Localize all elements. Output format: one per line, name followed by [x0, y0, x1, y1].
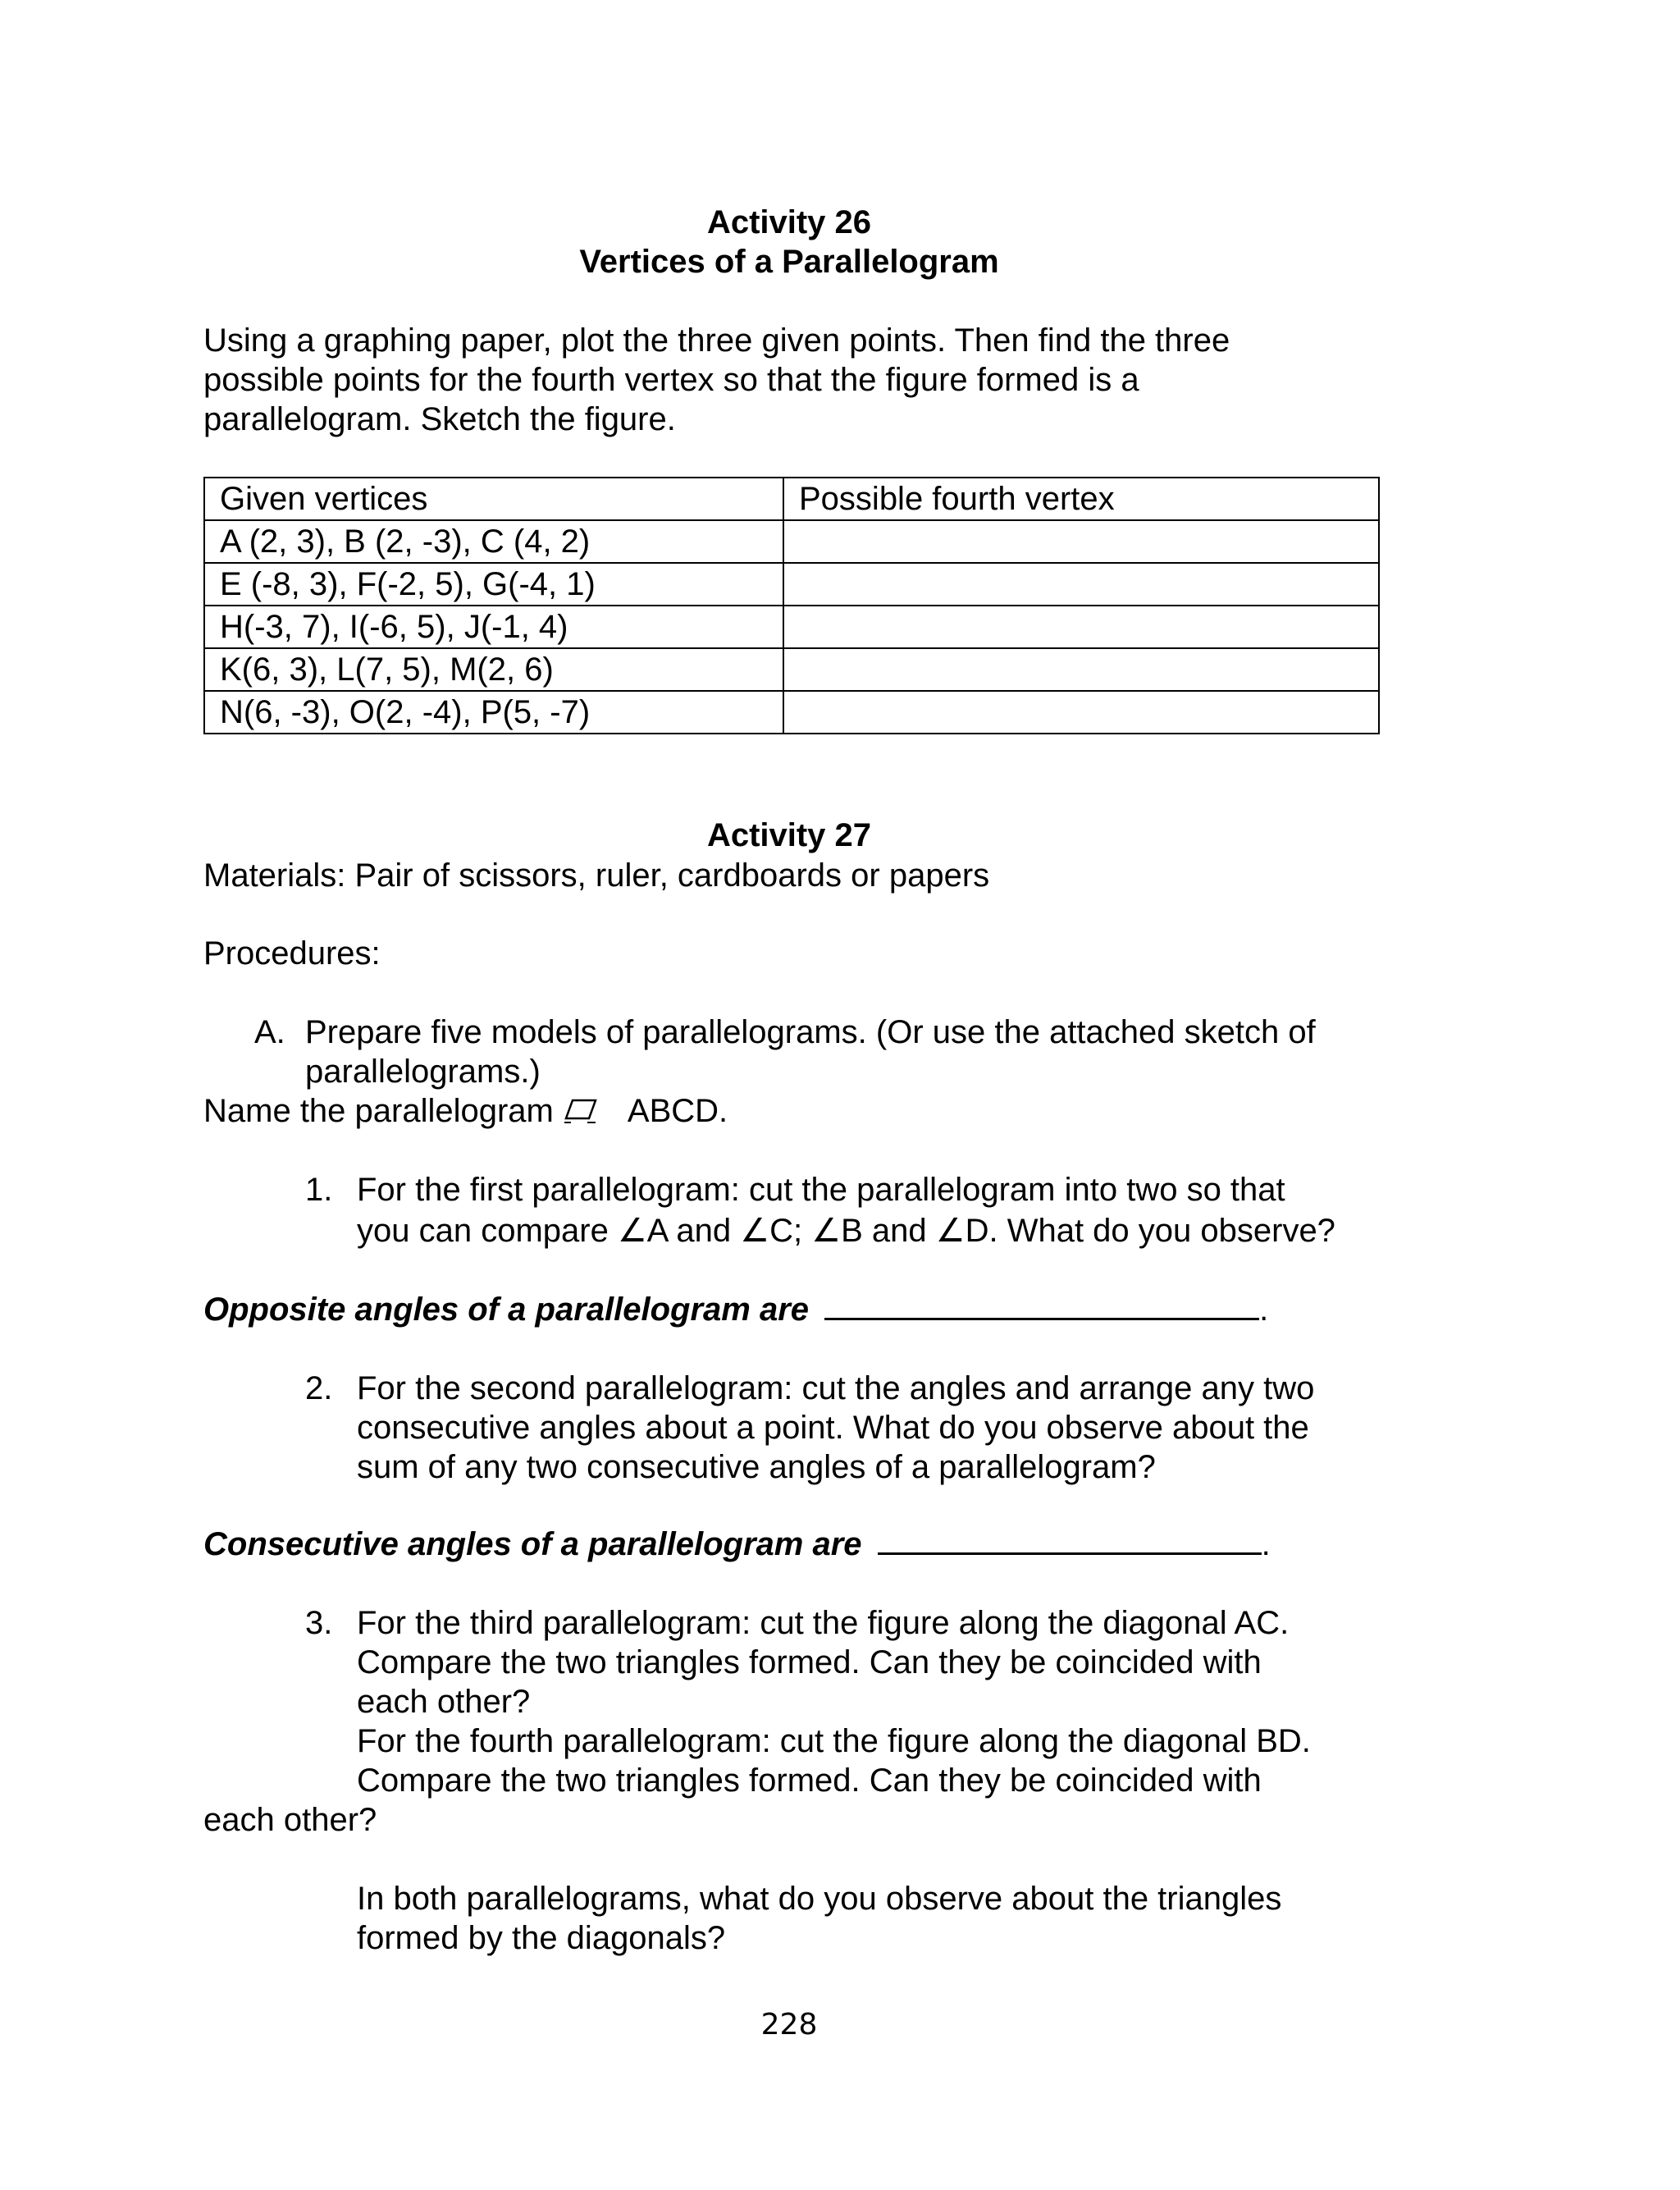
activity-26-subtitle: Vertices of a Parallelogram: [579, 244, 999, 280]
item-3-number: 3.: [305, 1605, 333, 1641]
table-row: [204, 563, 1379, 606]
fourth-vertex-cell: [783, 606, 1379, 648]
step-a-line: parallelograms.): [305, 1054, 541, 1090]
item-3-line: Compare the two triangles formed. Can they be coincided with: [357, 1763, 1262, 1799]
materials-line: Materials: Pair of scissors, ruler, cardboards or papers: [203, 857, 990, 894]
item-2-line: For the second parallelogram: cut the angles and arrange any two: [357, 1370, 1315, 1406]
name-parallelogram-line: [203, 1091, 728, 1131]
fill-1-prompt: Opposite angles of a parallelogram are: [203, 1292, 810, 1328]
fourth-vertex-cell: [783, 563, 1379, 606]
vertices-table: [203, 477, 1380, 734]
answer-blank-1[interactable]: [824, 1290, 1259, 1320]
table-header-row: [204, 478, 1379, 520]
table-row: [204, 606, 1379, 648]
given-vertices-cell: E (-8, 3), F(-2, 5), G(-4, 1): [204, 563, 783, 606]
closing-line: formed by the diagonals?: [357, 1920, 726, 1956]
item-1-line: you can compare ∠A and ∠C; ∠B and ∠D. What do you observe?: [357, 1213, 1335, 1249]
instruction-line: parallelogram. Sketch the figure.: [203, 401, 676, 437]
item-1-number: 1.: [305, 1172, 333, 1208]
name-line-text: Name the parallelogram: [203, 1093, 554, 1129]
table-row: [204, 691, 1379, 734]
given-vertices-cell: A (2, 3), B (2, -3), C (4, 2): [204, 520, 783, 563]
item-3-line: For the third parallelogram: cut the figure along the diagonal AC.: [357, 1605, 1290, 1641]
answer-blank-2[interactable]: [878, 1525, 1262, 1555]
fourth-vertex-cell: [783, 648, 1379, 691]
item-3-line: each other?: [357, 1684, 531, 1720]
fill-in-consecutive-angles: [203, 1525, 1271, 1564]
given-vertices-cell: K(6, 3), L(7, 5), M(2, 6): [204, 648, 783, 691]
activity-26-title: Activity 26: [706, 204, 872, 240]
closing-line: In both parallelograms, what do you observe about the triangles: [357, 1881, 1282, 1917]
item-3-line: For the fourth parallelogram: cut the figure along the diagonal BD.: [357, 1723, 1311, 1759]
column-header-possible-fourth-vertex: Possible fourth vertex: [783, 478, 1379, 520]
fill-2-prompt: Consecutive angles of a parallelogram are: [203, 1526, 862, 1562]
name-line-abcd: ABCD.: [627, 1093, 728, 1129]
column-header-given-vertices: Given vertices: [204, 478, 783, 520]
parallelogram-symbol-icon: [563, 1097, 599, 1125]
item-2-number: 2.: [305, 1370, 333, 1406]
item-2-line: consecutive angles about a point. What do you observe about the: [357, 1410, 1309, 1446]
instruction-line: possible points for the fourth vertex so that the figure formed is a: [203, 362, 1139, 398]
step-a-marker: A.: [254, 1014, 285, 1050]
table-row: [204, 520, 1379, 563]
fill-2-period: .: [1261, 1526, 1271, 1562]
fill-1-period: .: [1259, 1292, 1269, 1328]
step-a-line: Prepare five models of parallelograms. (Or use the attached sketch of: [305, 1014, 1316, 1050]
instruction-line: Using a graphing paper, plot the three given points. Then find the three: [203, 322, 1230, 359]
item-3-line: Compare the two triangles formed. Can they be coincided with: [357, 1644, 1262, 1680]
fourth-vertex-cell: [783, 520, 1379, 563]
table-row: [204, 648, 1379, 691]
activity-27-title: Activity 27: [706, 817, 872, 853]
given-vertices-cell: H(-3, 7), I(-6, 5), J(-1, 4): [204, 606, 783, 648]
item-3-tail: each other?: [203, 1802, 377, 1838]
item-2-line: sum of any two consecutive angles of a parallelogram?: [357, 1449, 1156, 1485]
procedures-label: Procedures:: [203, 935, 381, 972]
item-1-line: For the first parallelogram: cut the parallelogram into two so that: [357, 1172, 1285, 1208]
given-vertices-cell: N(6, -3), O(2, -4), P(5, -7): [204, 691, 783, 734]
fill-in-opposite-angles: [203, 1290, 1268, 1329]
page-number: 228: [760, 2008, 818, 2041]
fourth-vertex-cell: [783, 691, 1379, 734]
